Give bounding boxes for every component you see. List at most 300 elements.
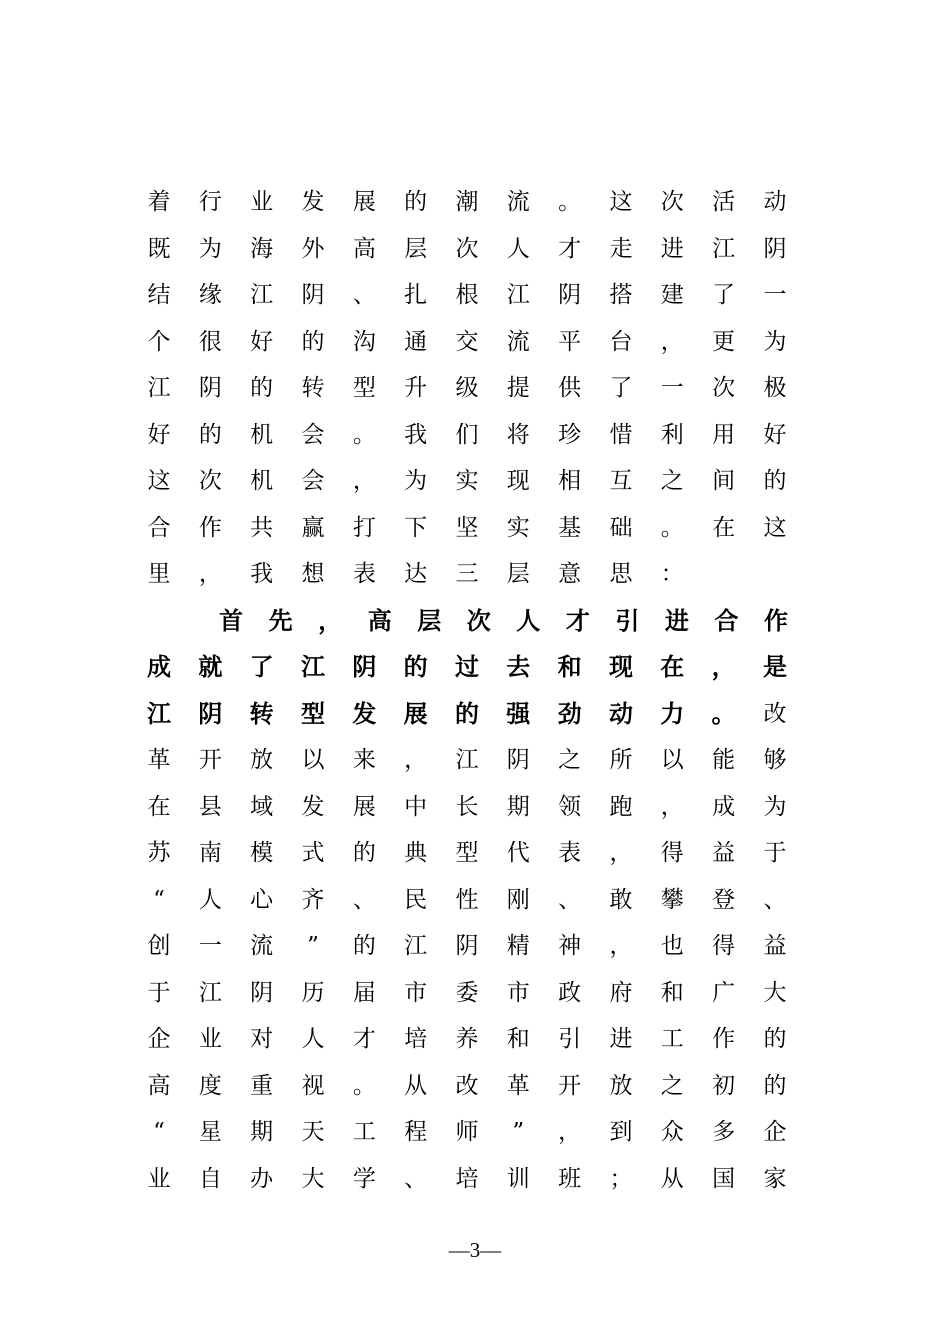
- text-char: 工: [352, 1119, 376, 1145]
- text-char: 。: [558, 189, 582, 215]
- text-char: 动: [608, 699, 633, 728]
- text-char: 很: [198, 328, 222, 355]
- text-char: 登: [712, 886, 736, 913]
- text-char: 是: [762, 653, 787, 681]
- text-char: 作: [198, 514, 222, 541]
- text-char: 引: [558, 1026, 582, 1052]
- text-line: [146, 787, 788, 827]
- text-char: 了: [609, 375, 633, 401]
- text-char: 精: [506, 933, 530, 959]
- text-char: 我: [250, 561, 274, 587]
- text-line: [146, 1159, 788, 1199]
- text-char: ，: [711, 653, 736, 681]
- text-char: 好: [147, 421, 171, 448]
- text-char: 力: [660, 699, 685, 728]
- text-char: 业: [198, 1026, 222, 1052]
- text-char: 高: [147, 1072, 171, 1099]
- text-char: 交: [455, 328, 479, 355]
- text-line: [146, 1112, 788, 1152]
- text-char: 基: [558, 514, 582, 541]
- text-char: 作: [712, 1026, 736, 1052]
- text-char: 江: [300, 653, 325, 681]
- text-char: 进: [664, 606, 689, 635]
- text-char: 首: [219, 606, 244, 635]
- text-line: [146, 415, 788, 455]
- text-char: 和: [557, 653, 582, 681]
- text-char: 所: [609, 747, 633, 773]
- text-line: [146, 461, 788, 501]
- text-char: 这: [609, 189, 633, 215]
- text-char: 天: [301, 1119, 325, 1145]
- text-char: 人: [198, 886, 222, 913]
- text-char: 江: [712, 235, 736, 262]
- text-char: “: [153, 886, 165, 913]
- text-char: 之: [558, 747, 582, 773]
- text-line: [146, 182, 788, 222]
- text-char: 发: [352, 699, 377, 728]
- text-char: 在: [712, 514, 736, 541]
- text-char: 的: [404, 189, 428, 215]
- text-char: 搭: [609, 282, 633, 308]
- text-char: 表: [352, 561, 376, 587]
- text-char: 之: [660, 1072, 684, 1099]
- text-char: 家: [763, 1165, 787, 1192]
- text-char: 流: [250, 933, 274, 959]
- text-char: 放: [250, 747, 274, 773]
- text-char: 的: [352, 840, 376, 866]
- text-char: 次: [660, 189, 684, 215]
- text-char: 机: [250, 421, 274, 448]
- text-char: 以: [660, 747, 684, 773]
- text-char: 在: [147, 793, 171, 820]
- text-char: 阴: [198, 375, 222, 401]
- text-char: 三: [455, 561, 479, 587]
- text-char: 扎: [404, 282, 428, 308]
- text-char: 班: [558, 1165, 582, 1192]
- text-char: 大: [301, 1165, 325, 1192]
- text-line: [146, 694, 788, 734]
- text-char: 放: [609, 1072, 633, 1099]
- text-char: 的: [403, 653, 428, 681]
- text-char: ”: [307, 933, 319, 959]
- text-char: 能: [712, 747, 736, 773]
- text-char: 高: [367, 606, 392, 635]
- text-char: ，: [609, 933, 633, 959]
- text-char: 大: [763, 979, 787, 1006]
- text-char: 于: [763, 840, 787, 866]
- text-char: 既: [147, 235, 171, 262]
- text-char: 坚: [455, 514, 479, 541]
- text-char: 。: [352, 421, 376, 448]
- text-char: 阴: [198, 699, 223, 728]
- text-char: ，: [660, 793, 684, 820]
- text-char: 人: [506, 235, 530, 262]
- text-char: 敢: [609, 886, 633, 913]
- text-char: 次: [712, 375, 736, 401]
- text-char: 这: [147, 468, 171, 494]
- text-char: 先: [268, 606, 293, 635]
- text-char: 平: [558, 328, 582, 355]
- text-char: 攀: [660, 886, 684, 913]
- text-char: 结: [147, 282, 171, 308]
- text-line: [146, 880, 788, 920]
- text-char: 代: [506, 840, 530, 866]
- text-char: 国: [712, 1165, 736, 1192]
- text-char: 益: [763, 933, 787, 959]
- text-char: 初: [712, 1072, 736, 1099]
- text-char: 企: [147, 1026, 171, 1052]
- text-char: 委: [455, 979, 479, 1006]
- text-char: 转: [249, 699, 274, 728]
- text-char: 好: [763, 421, 787, 448]
- text-char: 过: [454, 653, 479, 681]
- text-char: 台: [609, 328, 633, 355]
- text-char: 江: [198, 979, 222, 1006]
- text-line: [146, 926, 788, 966]
- text-char: 市: [404, 979, 428, 1006]
- text-char: 的: [250, 375, 274, 401]
- text-char: 阴: [455, 933, 479, 959]
- text-char: 企: [763, 1119, 787, 1145]
- text-char: 心: [250, 886, 274, 913]
- text-char: 展: [352, 793, 376, 820]
- text-char: 于: [147, 979, 171, 1006]
- text-char: 础: [609, 514, 633, 541]
- text-char: 的: [763, 1026, 787, 1052]
- text-char: 开: [198, 747, 222, 773]
- text-char: ，: [198, 561, 222, 587]
- text-char: “: [153, 1119, 165, 1145]
- text-char: ”: [512, 1119, 525, 1145]
- text-char: 自: [198, 1165, 222, 1192]
- text-line: [146, 973, 788, 1013]
- text-char: 我: [404, 421, 428, 448]
- text-char: 意: [558, 561, 582, 587]
- text-char: 培: [455, 1165, 479, 1192]
- text-char: 得: [660, 840, 684, 866]
- text-char: 期: [506, 793, 530, 820]
- text-line: [146, 368, 788, 408]
- text-line: [146, 833, 788, 873]
- text-char: 训: [506, 1165, 530, 1192]
- text-char: 赢: [301, 514, 325, 541]
- text-char: 行: [198, 189, 222, 215]
- text-char: 府: [609, 979, 633, 1006]
- text-char: 益: [712, 840, 736, 866]
- text-char: 会: [301, 421, 325, 448]
- text-char: ，: [352, 468, 376, 494]
- text-char: 实: [506, 514, 530, 541]
- text-char: 届: [352, 979, 376, 1006]
- text-char: 到: [609, 1119, 633, 1145]
- text-line: [146, 1019, 788, 1059]
- text-char: 齐: [301, 886, 325, 913]
- text-char: 得: [712, 933, 736, 959]
- text-char: 展: [352, 189, 376, 215]
- text-char: 够: [763, 747, 787, 773]
- text-char: 业: [147, 1165, 171, 1192]
- text-char: 思: [609, 561, 633, 587]
- text-char: 高: [352, 235, 376, 262]
- text-char: 了: [712, 282, 736, 308]
- text-char: 珍: [558, 421, 582, 448]
- text-char: 一: [763, 282, 787, 308]
- text-char: 去: [506, 653, 531, 681]
- text-char: 江: [506, 282, 530, 308]
- text-char: 的: [198, 421, 222, 448]
- text-char: 活: [712, 189, 736, 215]
- text-char: 引: [615, 606, 640, 635]
- text-char: 供: [558, 375, 582, 401]
- text-char: 苏: [147, 840, 171, 866]
- text-char: ：: [660, 561, 684, 587]
- text-char: 发: [301, 793, 325, 820]
- text-char: ，: [558, 1119, 582, 1145]
- text-char: 走: [609, 235, 633, 262]
- text-char: 才: [352, 1026, 376, 1052]
- text-char: 好: [250, 328, 274, 355]
- text-char: 的: [763, 1072, 787, 1099]
- text-char: 、: [558, 886, 582, 913]
- text-char: 跑: [609, 793, 633, 820]
- text-char: 江: [404, 933, 428, 959]
- text-char: 共: [250, 514, 274, 541]
- text-char: 阴: [763, 235, 787, 262]
- text-char: 阴: [301, 282, 325, 308]
- text-char: 间: [712, 468, 736, 494]
- text-char: 相: [558, 468, 582, 494]
- text-char: 里: [147, 561, 171, 587]
- text-char: 个: [147, 328, 171, 355]
- text-char: 展: [403, 699, 428, 728]
- text-char: 视: [301, 1072, 325, 1099]
- text-char: 海: [250, 235, 274, 262]
- text-char: 劲: [557, 699, 582, 728]
- text-char: 一: [660, 375, 684, 401]
- text-char: 会: [301, 468, 325, 494]
- text-char: 升: [404, 375, 428, 401]
- text-char: 的: [301, 328, 325, 355]
- text-char: 缘: [198, 282, 222, 308]
- text-char: 次: [198, 468, 222, 494]
- text-char: 合: [147, 514, 171, 541]
- text-char: 阴: [558, 282, 582, 308]
- text-char: ，: [660, 328, 684, 355]
- text-char: 的: [763, 468, 787, 494]
- text-char: 潮: [455, 189, 479, 215]
- text-char: 南: [198, 840, 222, 866]
- text-char: 转: [301, 375, 325, 401]
- text-char: 办: [250, 1165, 274, 1192]
- text-char: 用: [712, 421, 736, 448]
- text-char: 人: [301, 1026, 325, 1052]
- text-char: ，: [404, 747, 428, 773]
- text-char: 发: [301, 189, 325, 215]
- text-char: 强: [506, 699, 531, 728]
- text-char: 实: [455, 468, 479, 494]
- text-char: 惜: [609, 421, 633, 448]
- text-char: 江: [455, 747, 479, 773]
- text-char: 为: [404, 468, 428, 494]
- text-char: 民: [404, 886, 428, 913]
- text-char: 对: [250, 1026, 274, 1052]
- text-char: 进: [609, 1026, 633, 1052]
- text-char: 改: [763, 700, 787, 727]
- text-char: 革: [506, 1072, 530, 1099]
- text-char: 更: [712, 328, 736, 355]
- text-char: 政: [558, 979, 582, 1006]
- text-char: 中: [404, 793, 428, 820]
- page-number: —3—: [448, 1238, 502, 1262]
- text-char: 来: [352, 747, 376, 773]
- text-char: 外: [301, 235, 325, 262]
- text-char: 在: [660, 653, 685, 681]
- text-char: 和: [506, 1026, 530, 1052]
- text-char: 刚: [506, 886, 530, 913]
- text-char: 极: [763, 375, 787, 401]
- text-char: 开: [558, 1072, 582, 1099]
- text-line: [146, 229, 788, 269]
- text-char: 模: [250, 840, 274, 866]
- text-char: 着: [147, 189, 171, 215]
- text-char: 阴: [250, 979, 274, 1006]
- text-char: 学: [352, 1165, 376, 1192]
- text-char: 期: [250, 1119, 274, 1145]
- text-line: [219, 601, 788, 641]
- text-char: 阴: [506, 747, 530, 773]
- text-char: 、: [352, 886, 376, 913]
- text-char: 众: [660, 1119, 684, 1145]
- text-line: [146, 275, 788, 315]
- text-char: 级: [455, 375, 479, 401]
- text-char: 程: [404, 1119, 428, 1145]
- text-char: 江: [147, 375, 171, 401]
- text-char: 作: [763, 606, 788, 635]
- text-char: 的: [454, 699, 479, 728]
- text-char: 师: [455, 1119, 479, 1145]
- text-char: 市: [506, 979, 530, 1006]
- text-char: 革: [147, 747, 171, 773]
- text-char: 了: [249, 653, 274, 681]
- text-char: 、: [404, 1165, 428, 1192]
- text-char: 、: [763, 886, 787, 913]
- text-char: 表: [558, 840, 582, 866]
- text-char: 才: [558, 235, 582, 262]
- text-char: 为: [763, 793, 787, 820]
- text-char: 层: [506, 561, 530, 587]
- text-char: 也: [660, 933, 684, 959]
- text-char: 度: [198, 1072, 222, 1099]
- text-char: 层: [404, 235, 428, 262]
- text-char: 江: [250, 282, 274, 308]
- text-char: 创: [147, 933, 171, 959]
- text-char: 、: [352, 282, 376, 308]
- text-char: 改: [455, 1072, 479, 1099]
- text-char: 的: [352, 933, 376, 959]
- text-char: 星: [198, 1119, 222, 1145]
- text-char: 阴: [352, 653, 377, 681]
- text-char: 利: [660, 421, 684, 448]
- text-char: 次: [455, 235, 479, 262]
- text-char: 下: [404, 514, 428, 541]
- text-char: 根: [455, 282, 479, 308]
- text-char: 从: [660, 1165, 684, 1192]
- text-char: 合: [714, 606, 739, 635]
- text-char: 机: [250, 468, 274, 494]
- text-char: 想: [301, 561, 325, 587]
- text-char: 这: [763, 514, 787, 541]
- text-char: 就: [198, 653, 223, 681]
- text-char: 互: [609, 468, 633, 494]
- text-char: 次: [466, 606, 491, 635]
- text-char: 成: [712, 793, 736, 820]
- text-char: 达: [404, 561, 428, 587]
- text-char: 提: [506, 375, 530, 401]
- text-char: 养: [455, 1026, 479, 1052]
- text-char: 。: [352, 1072, 376, 1099]
- text-char: 工: [660, 1026, 684, 1052]
- text-char: 建: [660, 282, 684, 308]
- text-char: 型: [455, 840, 479, 866]
- text-char: 和: [660, 979, 684, 1006]
- text-char: 流: [506, 189, 530, 215]
- text-char: 现: [608, 653, 633, 681]
- text-char: 性: [455, 886, 479, 913]
- text-char: ，: [609, 840, 633, 866]
- text-char: 型: [352, 375, 376, 401]
- text-char: 型: [300, 699, 325, 728]
- text-char: 才: [565, 606, 590, 635]
- text-char: 从: [404, 1072, 428, 1099]
- text-char: 神: [558, 933, 582, 959]
- text-char: 历: [301, 979, 325, 1006]
- text-char: 之: [660, 468, 684, 494]
- text-char: ；: [609, 1165, 633, 1192]
- text-char: 长: [455, 793, 479, 820]
- text-char: 进: [660, 235, 684, 262]
- text-char: 江: [147, 699, 171, 728]
- text-char: 现: [506, 468, 530, 494]
- text-char: 成: [147, 653, 171, 681]
- text-line: [146, 740, 788, 780]
- text-char: 人: [516, 606, 541, 635]
- text-char: 。: [711, 699, 736, 728]
- text-char: 。: [660, 514, 684, 541]
- text-char: 们: [455, 421, 479, 448]
- text-char: 动: [763, 189, 787, 215]
- text-char: 一: [198, 933, 222, 959]
- text-char: 层: [417, 606, 442, 635]
- text-char: 业: [250, 189, 274, 215]
- text-char: 沟: [352, 328, 376, 355]
- text-char: 广: [712, 979, 736, 1006]
- text-char: 流: [506, 328, 530, 355]
- text-char: 式: [301, 840, 325, 866]
- text-line: [146, 1066, 788, 1106]
- text-char: 以: [301, 747, 325, 773]
- text-char: 重: [250, 1072, 274, 1099]
- text-char: 多: [712, 1119, 736, 1145]
- text-char: ，: [318, 606, 343, 635]
- text-char: 打: [352, 514, 376, 541]
- text-line: [146, 322, 788, 362]
- text-char: 将: [506, 421, 530, 448]
- text-char: 通: [404, 328, 428, 355]
- text-char: 为: [198, 235, 222, 262]
- text-line: [146, 554, 788, 594]
- text-char: 为: [763, 328, 787, 355]
- text-line: [146, 647, 788, 687]
